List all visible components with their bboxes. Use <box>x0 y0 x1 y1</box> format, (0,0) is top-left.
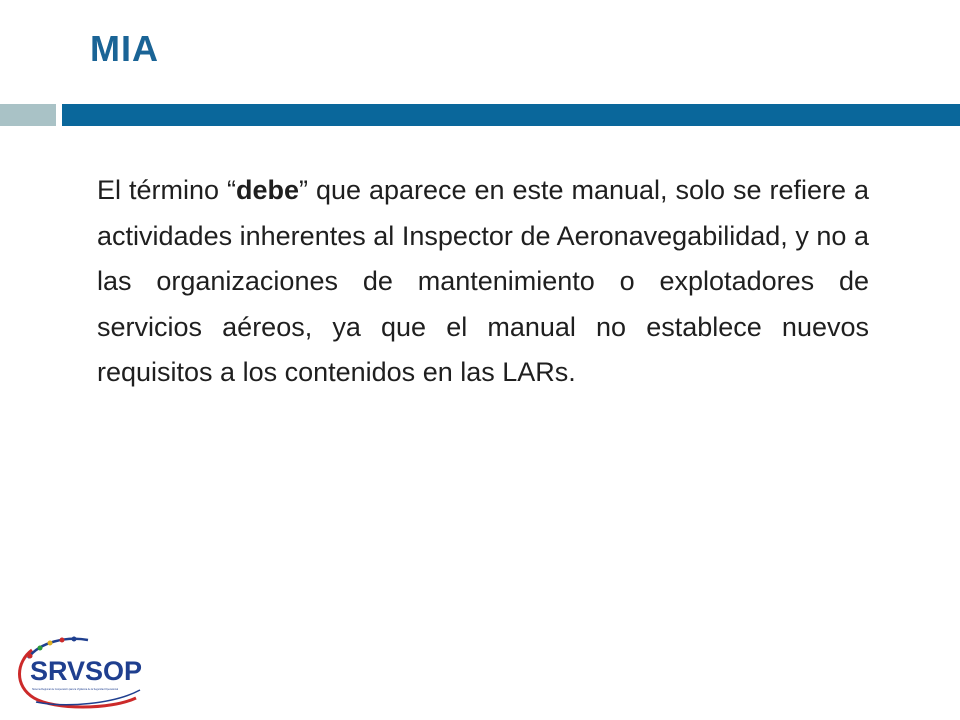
body-text-part1: El término “ <box>97 175 236 205</box>
header-main-bar <box>62 104 960 126</box>
body-emphasis: debe <box>235 175 299 205</box>
body-paragraph <box>97 168 869 396</box>
logo-text: SRVSOP <box>30 656 143 686</box>
header-accent-bar <box>0 104 56 126</box>
logo-subtitle: Sistema Regional de Cooperación para la Vigilancia de la Seguridad Operacional <box>32 688 119 691</box>
slide-title: MIA <box>90 28 159 69</box>
body-text-part2: ” que aparece en este manual, solo se refiere a actividades inherentes al Inspector de Aeronavegabilidad, y no a las organizaciones de mantenimiento o explotadores de servicios aéreos, ya que el manual no establece nuevos requisitos a los contenidos en las LARs. <box>97 175 869 387</box>
srvsop-logo <box>10 628 152 712</box>
